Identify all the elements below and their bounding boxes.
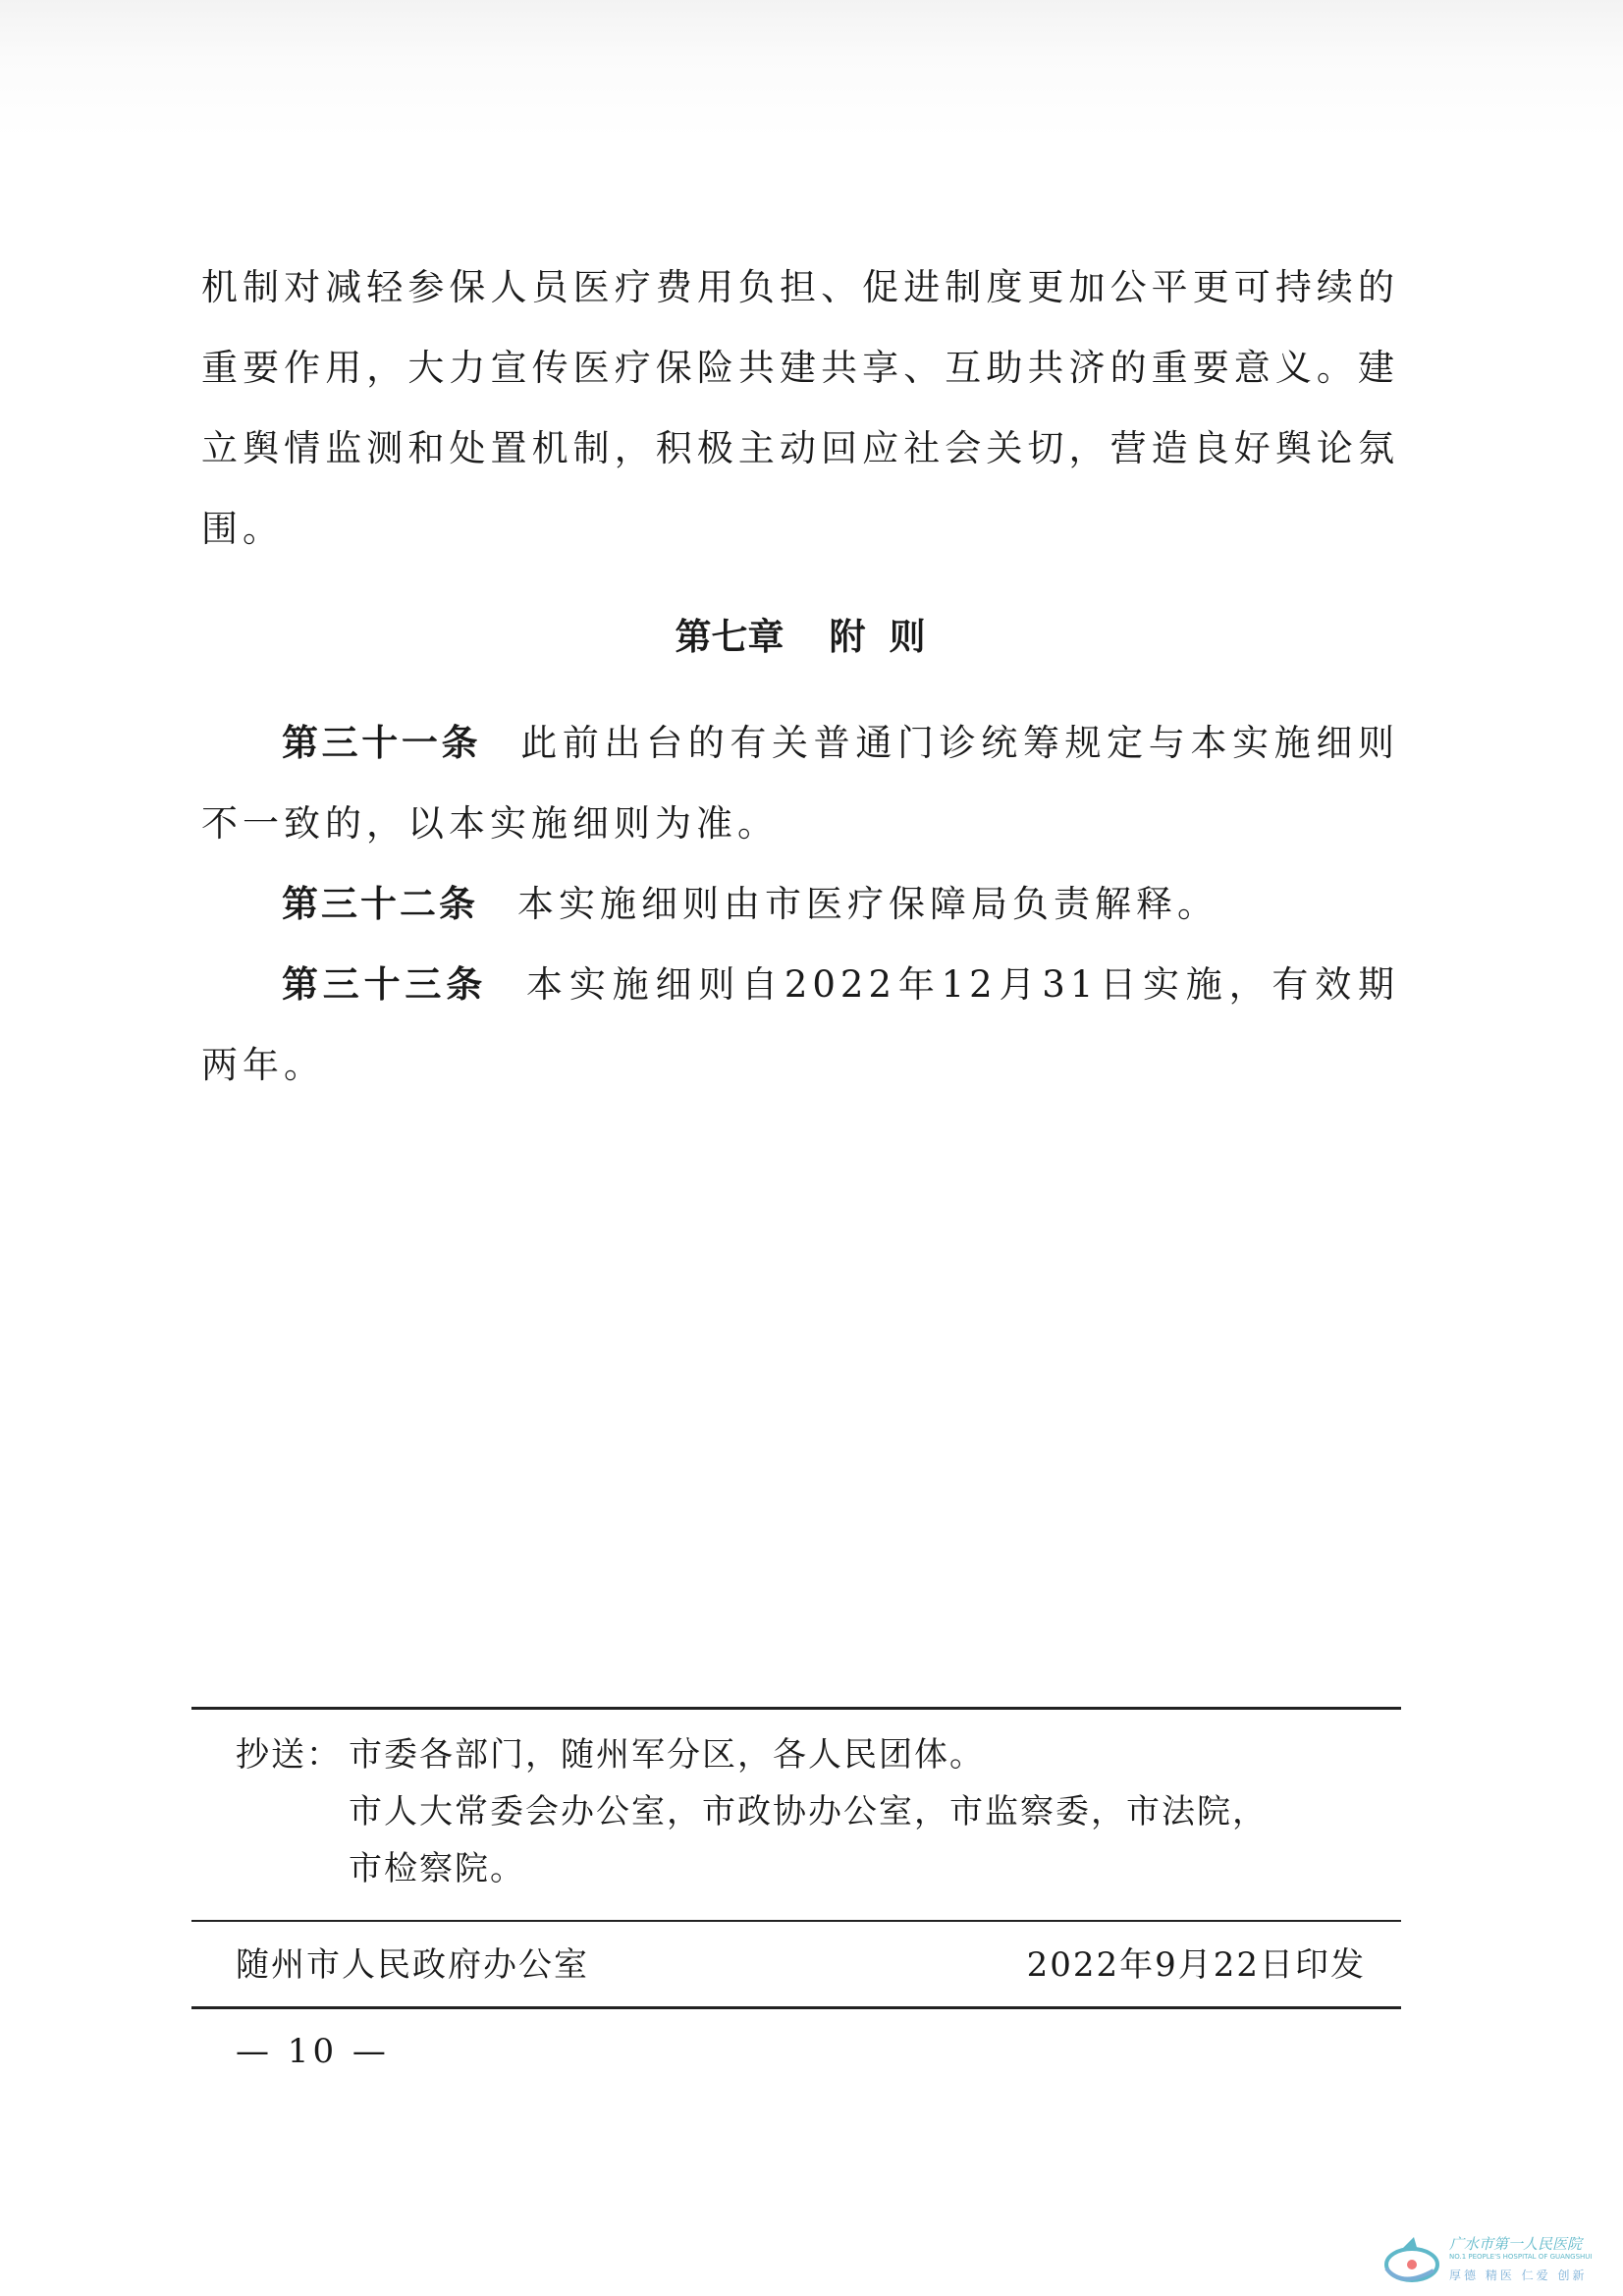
chapter-title-char-1: 附 [829,616,866,658]
cc-recipients-2: 市人大常委会办公室，市政协办公室，市监察委，市法院， [349,1792,1268,1831]
footer-bottom-rule [191,2006,1401,2009]
body-paragraph: 机制对减轻参保人员医疗费用负担、促进制度更加公平更可持续的重要作用，大力宣传医疗保险共建共享、互助共济的重要意义。建立舆情监测和处置机制，积极主动回应社会关切，营造良好舆论氛围。 [201,266,1399,550]
cc-label: 抄送： [236,1735,342,1775]
article-33 [201,945,1399,1106]
watermark-hospital-name: 广水市第一人民医院 [1449,2235,1583,2253]
footer-middle-rule [191,1920,1401,1922]
article-heading: 第三十二条 [282,883,478,925]
article-heading: 第三十一条 [282,722,482,764]
article-31 [201,703,1399,864]
hospital-watermark [1373,2231,1618,2292]
article-heading: 第三十三条 [282,963,488,1006]
cc-recipients-3: 市检察院。 [349,1849,525,1888]
cc-recipients-1: 市委各部门，随州军分区，各人民团体。 [349,1735,985,1775]
chapter-number: 第七章 [675,616,784,658]
chapter-heading [201,597,1399,678]
issuing-office: 随州市人民政府办公室 [236,1945,589,1985]
hospital-logo-icon [1373,2231,1445,2292]
article-text: 此前出台的有关普通门诊统筹规定与本实施细则不一致的，以本实施细则为准。 [201,722,1400,845]
watermark-motto: 厚德 精医 仁爱 创新 [1449,2269,1588,2282]
article-32 [201,864,1399,945]
cc-line-1 [236,1726,1394,1783]
page-number: — 10 — [236,2032,390,2071]
article-text: 本实施细则自2022年12月31日实施，有效期两年。 [201,963,1400,1086]
cc-list [236,1726,1394,1897]
footer-top-rule [191,1707,1401,1710]
article-text: 本实施细则由市医疗保障局负责解释。 [517,883,1218,925]
watermark-english-name: NO.1 PEOPLE'S HOSPITAL OF GUANGSHUI [1449,2253,1593,2261]
issue-date: 2022年9月22日印发 [1026,1945,1366,1985]
chapter-title-char-2: 则 [889,616,926,658]
